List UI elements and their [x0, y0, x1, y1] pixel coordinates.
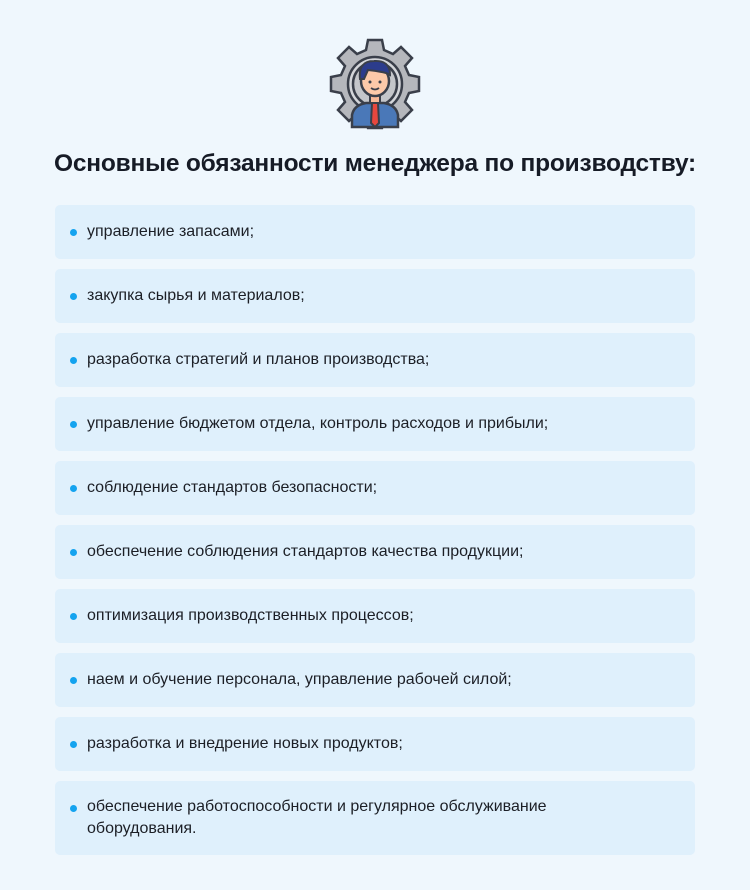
bullet-icon: [70, 229, 77, 236]
bullet-icon: [70, 549, 77, 556]
bullet-icon: [70, 293, 77, 300]
list-item: [55, 205, 695, 259]
item-text: закупка сырья и материалов;: [87, 287, 305, 304]
item-text: разработка стратегий и планов производства;: [87, 351, 430, 368]
item-text: управление бюджетом отдела, контроль расходов и прибыли;: [87, 415, 549, 432]
item-text: обеспечение соблюдения стандартов качества продукции;: [87, 543, 524, 560]
bullet-icon: [70, 613, 77, 620]
page-title: Основные обязанности менеджера по производству:: [53, 150, 697, 177]
bullet-icon: [70, 677, 77, 684]
list-item: [55, 461, 695, 515]
item-text: наем и обучение персонала, управление рабочей силой;: [87, 671, 512, 688]
list-item: [55, 781, 695, 855]
bullet-icon: [70, 485, 77, 492]
item-text: оптимизация производственных процессов;: [87, 607, 414, 624]
item-text: обеспечение работоспособности и регулярное обслуживание оборудования.: [87, 798, 547, 837]
list-item: [55, 717, 695, 771]
bullet-icon: [70, 357, 77, 364]
list-item: [55, 589, 695, 643]
bullet-icon: [70, 741, 77, 748]
list-item: [55, 653, 695, 707]
list-item: [55, 333, 695, 387]
bullet-icon: [70, 805, 77, 812]
list-item: [55, 397, 695, 451]
duties-list: [55, 205, 695, 865]
list-item: [55, 525, 695, 579]
item-text: соблюдение стандартов безопасности;: [87, 479, 378, 496]
item-text: разработка и внедрение новых продуктов;: [87, 735, 403, 752]
list-item: [55, 269, 695, 323]
bullet-icon: [70, 421, 77, 428]
item-text: управление запасами;: [87, 223, 255, 240]
manager-gear-icon: [328, 37, 422, 131]
